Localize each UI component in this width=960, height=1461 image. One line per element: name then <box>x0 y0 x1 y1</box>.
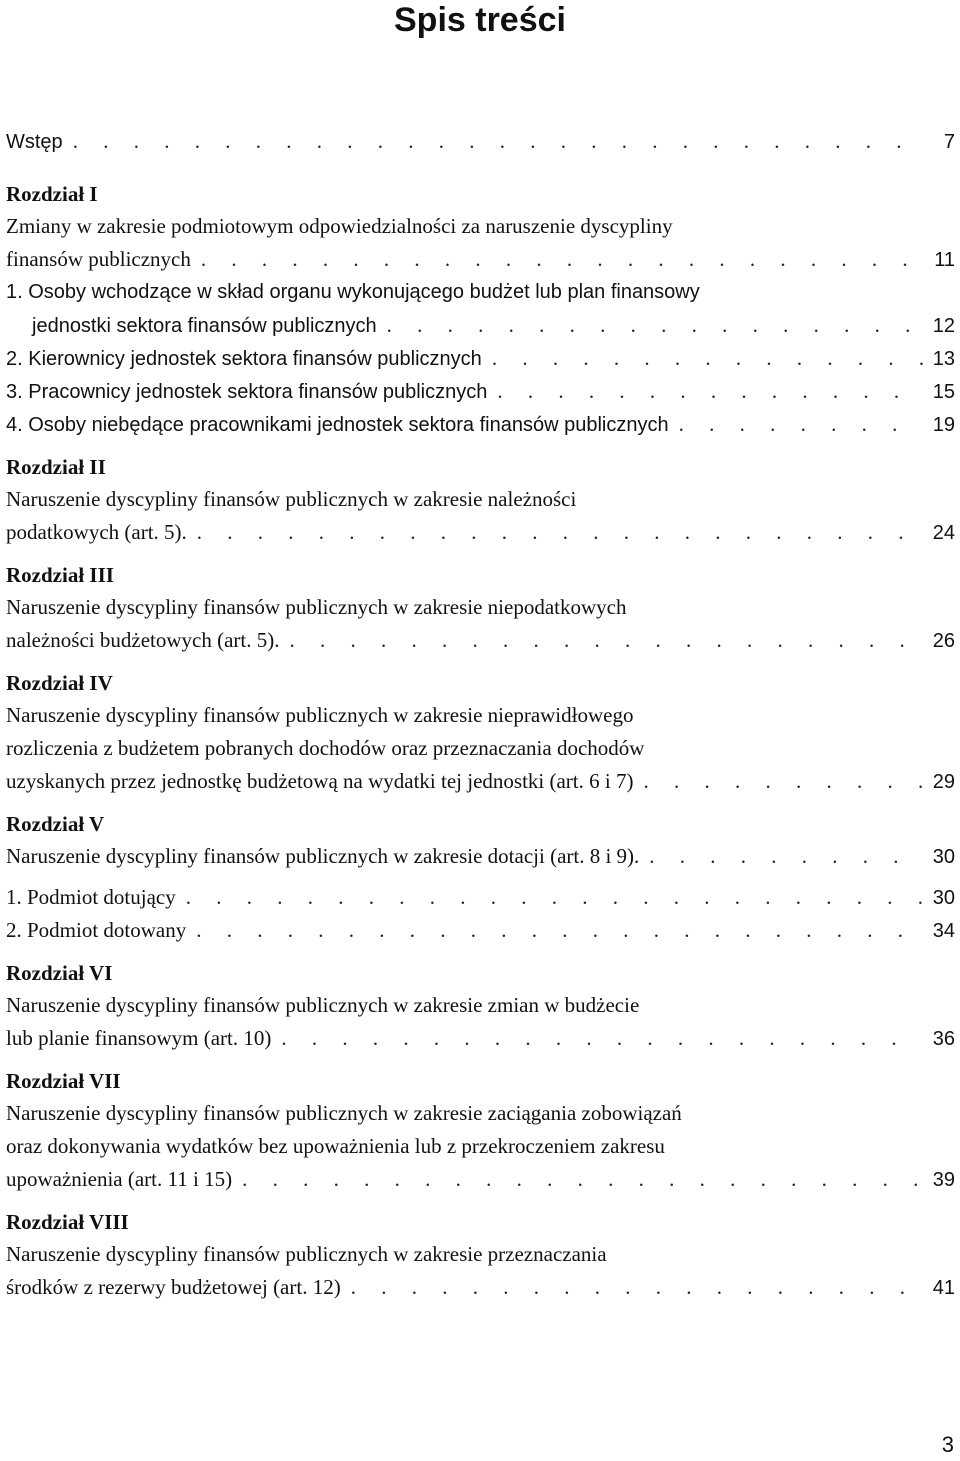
chapter-heading-5: Rozdział V <box>6 812 105 836</box>
toc-entry-text: uzyskanych przez jednostkę budżetową na wydatki tej jednostki (art. 6 i 7) <box>6 769 634 793</box>
chapter-heading-6: Rozdział VI <box>6 961 113 985</box>
dot-leader <box>281 1022 922 1055</box>
toc-entry-text: Wstęp <box>6 131 63 153</box>
toc-page-number: 19 <box>932 414 955 436</box>
toc-entry-text: 1. Osoby wchodzące w skład organu wykonującego budżet lub plan finansowy <box>6 281 700 303</box>
chapter-heading-1: Rozdział I <box>6 182 98 206</box>
toc-entry-intro[interactable] <box>6 125 955 158</box>
dot-leader <box>643 765 922 798</box>
dot-leader <box>201 243 923 276</box>
toc-entry-text: Naruszenie dyscypliny finansów publicznych w zakresie niepodatkowych <box>6 595 627 619</box>
toc-entry-ch1-4[interactable] <box>6 408 955 441</box>
toc-entry-ch1-1[interactable] <box>6 309 955 342</box>
toc-page-number: 34 <box>932 920 955 942</box>
page-number: 3 <box>941 1432 954 1457</box>
toc-entry-text: Zmiany w zakresie podmiotowym odpowiedzialności za naruszenie dyscypliny <box>6 214 673 238</box>
toc-page-number: 12 <box>932 315 955 337</box>
toc-page-number: 30 <box>932 846 955 868</box>
toc-entry-text: Naruszenie dyscypliny finansów publicznych w zakresie dotacji (art. 8 i 9). <box>6 844 640 868</box>
toc-entry-text: 2. Podmiot dotowany <box>6 918 187 942</box>
toc-entry-ch1[interactable] <box>6 243 955 276</box>
toc-page-number: 39 <box>932 1169 955 1191</box>
toc-entry-ch6[interactable] <box>6 1022 955 1055</box>
toc-entry-text: 1. Podmiot dotujący <box>6 885 176 909</box>
toc-entry-ch2[interactable] <box>6 516 955 549</box>
chapter-heading-2: Rozdział II <box>6 455 106 479</box>
dot-leader <box>679 408 923 441</box>
dot-leader <box>197 516 923 549</box>
toc-entry-ch5-1[interactable] <box>6 881 955 914</box>
toc-entry-ch8[interactable] <box>6 1271 955 1304</box>
toc-page-number: 13 <box>932 348 955 370</box>
toc-entry-text: upoważnienia (art. 11 i 15) <box>6 1167 233 1191</box>
toc-entry-text: 2. Kierownicy jednostek sektora finansów publicznych <box>6 348 482 370</box>
dot-leader <box>196 914 922 947</box>
toc-page-number: 7 <box>943 131 955 153</box>
dot-leader <box>289 624 922 657</box>
page-title: Spis treści <box>394 1 566 39</box>
toc-entry-text: lub planie finansowym (art. 10) <box>6 1026 272 1050</box>
toc-page-number: 24 <box>932 522 955 544</box>
toc-entry-text: środków z rezerwy budżetowej (art. 12) <box>6 1275 341 1299</box>
toc-entry-text: Naruszenie dyscypliny finansów publicznych w zakresie nieprawidłowego <box>6 703 634 727</box>
dot-leader <box>73 125 923 158</box>
toc-page-number: 15 <box>932 381 955 403</box>
dot-leader <box>497 375 922 408</box>
toc-entry-ch5-2[interactable] <box>6 914 955 947</box>
toc-page-number: 26 <box>932 630 955 652</box>
toc-entry-ch7[interactable] <box>6 1163 955 1196</box>
toc-entry-text: podatkowych (art. 5). <box>6 520 187 544</box>
toc-entry-text: rozliczenia z budżetem pobranych dochodów oraz przeznaczania dochodów <box>6 736 645 760</box>
dot-leader <box>492 342 923 375</box>
toc-entry-text: Naruszenie dyscypliny finansów publicznych w zakresie należności <box>6 487 577 511</box>
chapter-heading-4: Rozdział IV <box>6 671 113 695</box>
toc-entry-text: jednostki sektora finansów publicznych <box>32 315 377 337</box>
dot-leader <box>242 1163 923 1196</box>
toc-page-number: 30 <box>932 887 955 909</box>
dot-leader <box>186 881 923 914</box>
toc-entry-ch4[interactable] <box>6 765 955 798</box>
toc-entry-text: finansów publicznych <box>6 247 191 271</box>
toc-entry-text: oraz dokonywania wydatków bez upoważnienia lub z przekroczeniem zakresu <box>6 1134 665 1158</box>
chapter-heading-8: Rozdział VIII <box>6 1210 129 1234</box>
dot-leader <box>351 1271 923 1304</box>
toc-entry-text: należności budżetowych (art. 5). <box>6 628 280 652</box>
dot-leader <box>649 840 922 873</box>
toc-entry-text: 4. Osoby niebędące pracownikami jednostek sektora finansów publicznych <box>6 414 669 436</box>
toc-page-number: 11 <box>934 249 955 271</box>
toc-entry-ch5[interactable] <box>6 840 955 873</box>
toc-entry-ch3[interactable] <box>6 624 955 657</box>
toc-entry-ch1-2[interactable] <box>6 342 955 375</box>
dot-leader <box>387 309 923 342</box>
toc-page-number: 41 <box>932 1277 955 1299</box>
toc-page-number: 29 <box>932 771 955 793</box>
toc-entry-text: Naruszenie dyscypliny finansów publicznych w zakresie zmian w budżecie <box>6 993 640 1017</box>
toc-page-number: 36 <box>932 1028 955 1050</box>
chapter-heading-3: Rozdział III <box>6 563 114 587</box>
chapter-heading-7: Rozdział VII <box>6 1069 121 1093</box>
toc-entry-text: 3. Pracownicy jednostek sektora finansów publicznych <box>6 381 488 403</box>
toc-entry-ch1-3[interactable] <box>6 375 955 408</box>
toc-entry-text: Naruszenie dyscypliny finansów publicznych w zakresie przeznaczania <box>6 1242 607 1266</box>
table-of-contents <box>6 125 955 1304</box>
toc-entry-text: Naruszenie dyscypliny finansów publicznych w zakresie zaciągania zobowiązań <box>6 1101 682 1125</box>
